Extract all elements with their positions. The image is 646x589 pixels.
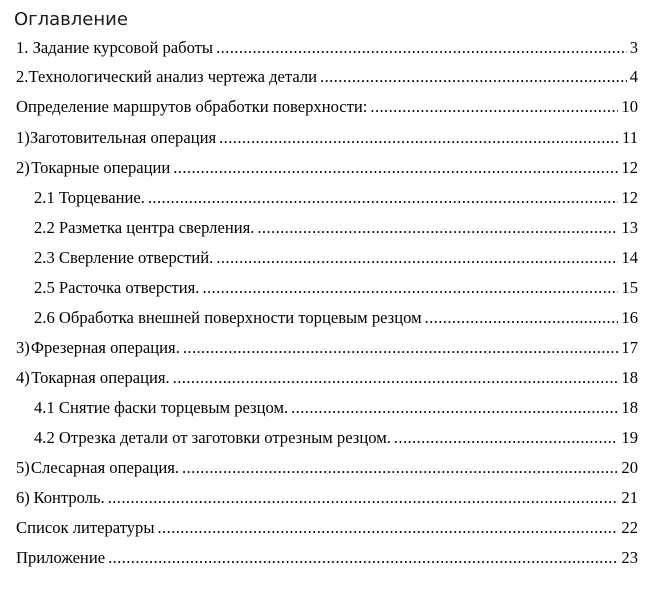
toc-entry-text: Контроль. — [33, 488, 105, 507]
toc-entry[interactable] — [34, 278, 638, 302]
toc-entry[interactable] — [34, 248, 638, 272]
toc-entry[interactable] — [34, 398, 638, 422]
dot-leader — [394, 428, 619, 448]
toc-page-number: 18 — [621, 368, 638, 387]
dot-leader — [108, 548, 618, 568]
dot-leader — [320, 67, 627, 87]
toc-page-number: 17 — [621, 338, 638, 357]
toc-page-number: 14 — [621, 248, 638, 267]
dot-leader — [108, 488, 619, 508]
toc-entry-text: Определение маршрутов обработки поверхности: — [16, 97, 368, 116]
toc-entry-text: 2.1 Торцевание. — [34, 188, 145, 207]
toc-page-number: 4 — [629, 67, 638, 86]
toc-page-number: 22 — [621, 518, 638, 537]
toc-entry-text: 2.3 Сверление отверстий. — [34, 248, 214, 267]
toc-entry[interactable] — [34, 218, 638, 242]
toc-entry-text: Фрезерная операция. — [30, 338, 180, 357]
toc-entry-text: Приложение — [16, 548, 106, 567]
toc-entry[interactable] — [16, 158, 638, 182]
toc-entry[interactable] — [16, 338, 638, 362]
toc-entry-number: 1) — [16, 128, 30, 147]
toc-entry-text: Список литературы — [16, 518, 155, 537]
toc-page-number: 21 — [621, 488, 638, 507]
toc-page-number: 13 — [621, 218, 638, 237]
toc-entry-text: 4.2 Отрезка детали от заготовки отрезным резцом. — [34, 428, 391, 447]
dot-leader — [216, 38, 627, 58]
toc-entry-number: 6) — [16, 488, 30, 507]
toc-entry-text: Токарные операции — [31, 158, 171, 177]
toc-entry-number: 4) — [16, 368, 30, 387]
toc-page-number: 16 — [621, 308, 638, 327]
toc-entry[interactable] — [16, 67, 638, 91]
toc-entry-number: 3) — [16, 338, 30, 357]
dot-leader — [370, 97, 618, 117]
toc-entry[interactable] — [16, 518, 638, 542]
toc-page-number: 10 — [621, 97, 638, 116]
toc-entry[interactable] — [34, 308, 638, 332]
dot-leader — [291, 398, 618, 418]
toc-entry[interactable] — [16, 548, 638, 572]
toc-entry[interactable] — [16, 128, 638, 152]
toc-entry-text: 2.Технологический анализ чертежа детали — [16, 67, 318, 86]
dot-leader — [182, 458, 618, 478]
toc-page-number: 15 — [621, 278, 638, 297]
dot-leader — [425, 308, 619, 328]
dot-leader — [257, 218, 618, 238]
toc-page-number: 12 — [621, 158, 638, 177]
toc-entry[interactable] — [34, 188, 638, 212]
dot-leader — [202, 278, 618, 298]
toc-entry-text: 1. Задание курсовой работы — [16, 38, 214, 57]
toc-page-number: 19 — [621, 428, 638, 447]
toc-entry-text: Токарная операция. — [31, 368, 170, 387]
toc-page-number: 20 — [621, 458, 638, 477]
toc-entry-text: 2.6 Обработка внешней поверхности торцевым резцом — [34, 308, 422, 327]
toc-entry[interactable] — [34, 428, 638, 452]
toc-entry[interactable] — [16, 97, 638, 121]
toc-entry[interactable] — [16, 488, 638, 512]
dot-leader — [216, 248, 618, 268]
toc-page-number: 3 — [629, 38, 638, 57]
toc-heading: Оглавление — [14, 9, 128, 30]
dot-leader — [173, 158, 618, 178]
dot-leader — [158, 518, 619, 538]
toc-page-number: 12 — [621, 188, 638, 207]
dot-leader — [219, 128, 619, 148]
toc-entry-text: 2.2 Разметка центра сверления. — [34, 218, 255, 237]
toc-entry-number: 2) — [16, 158, 30, 177]
toc-entry[interactable] — [16, 458, 638, 482]
toc-entry-text: Заготовительная операция — [29, 128, 217, 147]
toc-page-number: 11 — [622, 128, 638, 147]
dot-leader — [173, 368, 619, 388]
toc-page-number: 23 — [621, 548, 638, 567]
toc-entry-text: Слесарная операция. — [30, 458, 180, 477]
dot-leader — [183, 338, 619, 358]
toc-page-number: 18 — [621, 398, 638, 417]
dot-leader — [148, 188, 619, 208]
toc-entry-text: 2.5 Расточка отверстия. — [34, 278, 200, 297]
toc-entry-number: 5) — [16, 458, 30, 477]
toc-entry-text: 4.1 Снятие фаски торцевым резцом. — [34, 398, 289, 417]
toc-entry[interactable] — [16, 38, 638, 62]
toc-entry[interactable] — [16, 368, 638, 392]
